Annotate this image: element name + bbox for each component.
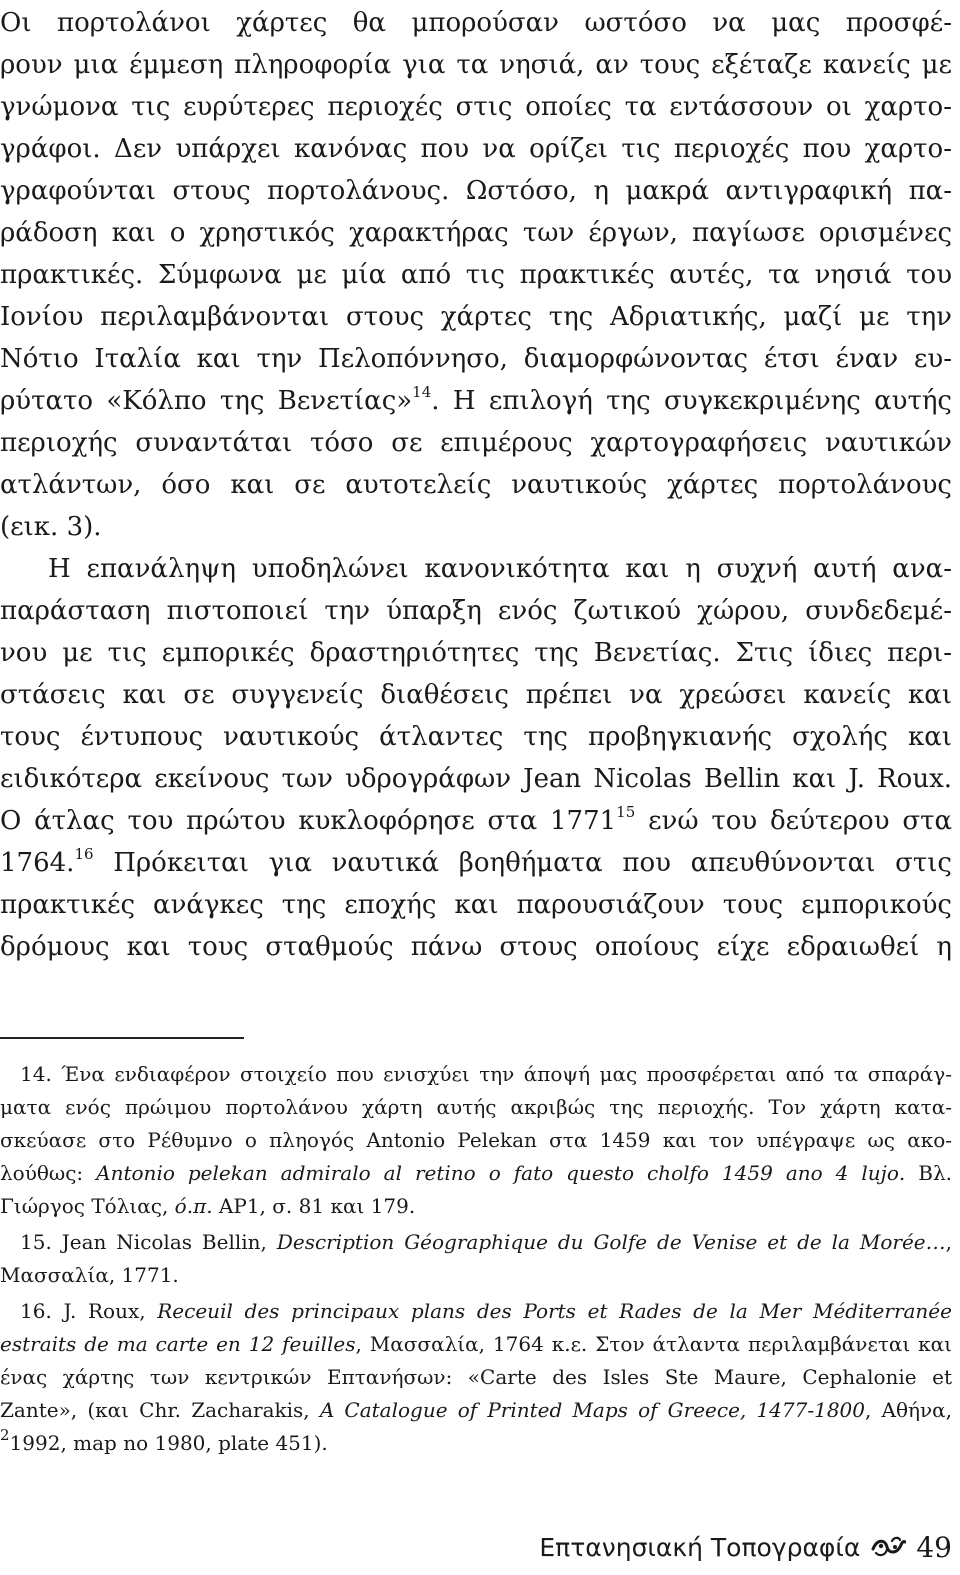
body-line: παράσταση πιστοποιεί την ύπαρξη ενός ζωτικού χώρου, συνδεδεμέ- [0,596,952,626]
footnote-italic: ό.π. [174,1194,213,1218]
footnote-italic: A Catalogue of Printed Maps of Greece, 1477-1800 [319,1398,865,1422]
body-line: πρακτικές. Σύμφωνα με μία από τις πρακτικές αυτές, τα νησιά του [0,260,952,290]
footnote-text: ΑΡ1, σ. 81 και 179. [212,1194,416,1218]
footnote-line [0,1161,952,1185]
body-text: ρύτατο «Κόλπο της Βενετίας» [0,386,413,416]
footnote-text: 15. Jean Nicolas Bellin, [20,1230,277,1254]
footnote-ref[interactable]: 15 [616,803,636,822]
edition-superscript: 2 [0,1426,10,1445]
footnote-line: 14. Ένα ενδιαφέρον στοιχείο που ενισχύει την άποψή μας προσφέρεται από τα σπαράγ- [20,1062,952,1086]
body-line: ρουν μια έμμεση πληροφορία για τα νησιά, αν τους εξέταζε κανείς με [0,50,952,80]
footnote-line [0,1426,952,1455]
body-line: δρόμους και τους σταθμούς πάνω στους οποίους είχε εδραιωθεί η [0,932,952,962]
footnote-line [0,1194,952,1218]
footnote-italic: estraits de ma carte en 12 feuilles [0,1332,356,1356]
body-line: Νότιο Ιταλία και την Πελοπόννησο, διαμορφώνοντας έτσι έναν ευ- [0,344,952,374]
body-line: γράφοι. Δεν υπάρχει κανόνας που να ορίζει τις περιοχές που χαρτο- [0,134,952,164]
footnote-ref[interactable]: 16 [74,845,94,864]
footnote-line [0,1398,952,1422]
footnote-line [0,1299,952,1323]
footnote-text: λούθως: [0,1161,97,1185]
body-text: ενώ του δεύτερου στα [635,806,953,836]
footnote-line [0,1332,952,1356]
footnote-text: 1992, map no 1980, plate 451). [9,1431,328,1455]
body-line: στάσεις και σε συγγενείς διαθέσεις πρέπει να χρεώσει κανείς και [0,680,952,710]
footnote-separator [0,1037,244,1039]
body-line: Ιονίου περιλαμβάνονται στους χάρτες της Αδριατικής, μαζί με την [0,302,952,332]
body-line [0,383,952,416]
body-line [0,803,953,836]
body-line: περιοχής συναντάται τόσο σε επιμέρους χαρτογραφήσεις ναυτικών [0,428,952,458]
footnote-line: σκεύασε στο Ρέθυμνο ο πληογός Antonio Pelekan στα 1459 και τον υπέγραψε ως ακο- [0,1128,952,1152]
body-line: (εικ. 3). [0,512,102,542]
footnote-text: , Μασσαλία, 1764 κ.ε. Στον άτλαντα περιλαμβάνεται και [355,1332,952,1356]
footnote-text: 16. J. Roux, [20,1299,158,1323]
running-title: Επτανησιακή Τοπογραφία [539,1532,861,1562]
page-number: 49 [916,1530,952,1564]
body-line: ειδικότερα εκείνους των υδρογράφων Jean Nicolas Bellin και J. Roux. [0,764,952,794]
footnote-italic: Antonio pelekan admiralo al retino o fato questo cholfo 1459 ano 4 lujo [96,1161,899,1185]
footnote-italic: Receuil des principaux plans des Ports et Rades de la Mer Méditerranée [157,1299,952,1323]
footnote-text: Zante», (και Chr. Zacharakis, [0,1398,320,1422]
footnote-text: , [945,1230,953,1254]
body-line: τους έντυπους ναυτικούς άτλαντες της προβηγκιανής σχολής και [0,722,952,752]
page-footer [539,1527,952,1567]
footnote-italic: Description Géographique du Golfe de Venise et de la Morée… [276,1230,946,1254]
body-text: 1764. [0,848,75,878]
body-line: Η επανάληψη υποδηλώνει κανονικότητα και η συχνή αυτή ανα- [48,554,952,584]
footnote-line: ματα ενός πρώιμου πορτολάνου χάρτη αυτής ακριβώς της περιοχής. Τον χάρτη κατα- [0,1095,952,1119]
body-line: νου με τις εμπορικές δραστηριότητες της Βενετίας. Στις ίδιες περι- [0,638,952,668]
body-line: ατλάντων, όσο και σε αυτοτελείς ναυτικούς χάρτες πορτολάνους [0,470,952,500]
footnote-line: Μασσαλία, 1771. [0,1263,179,1287]
body-line: γραφούνται στους πορτολάνους. Ωστόσο, η μακρά αντιγραφική πα- [0,176,952,206]
body-text: Πρόκειται για ναυτικά βοηθήματα που απευθύνονται στις [93,848,952,878]
footnote-text: . Βλ. [898,1161,952,1185]
body-text: Ο άτλας του πρώτου κυκλοφόρησε στα 1771 [0,806,617,836]
footnote-text: , Αθήνα, [865,1398,953,1422]
footnote-line: ένας χάρτης των κεντρικών Επτανήσων: «Carte des Isles Ste Maure, Cephalonie et [0,1365,952,1389]
body-line: πρακτικές ανάγκες της εποχής και παρουσιάζουν τους εμπορικούς [0,890,952,920]
footnote-ref[interactable]: 14 [412,383,432,402]
body-line: Οι πορτολάνοι χάρτες θα μπορούσαν ωστόσο να μας προσφέ- [0,8,952,38]
footnote-text: Γιώργος Τόλιας, [0,1194,175,1218]
footnote-line [0,1230,952,1254]
body-line: ράδοση και ο χρηστικός χαρακτήρας των έργων, παγίωσε ορισμένες [0,218,952,248]
body-line: γνώμονα τις ευρύτερες περιοχές στις οποίες τα εντάσσουν οι χαρτο- [0,92,952,122]
body-text: . Η επιλογή της συγκεκριμένης αυτής [431,386,952,416]
body-line [0,845,952,878]
fleuron-icon [870,1535,906,1559]
